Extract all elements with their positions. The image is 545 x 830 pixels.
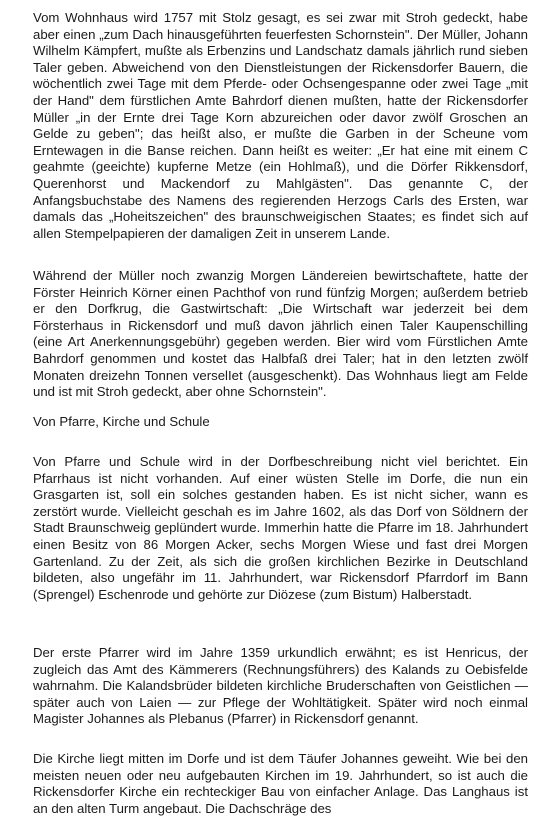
paragraph-pfarre: Von Pfarre und Schule wird in der Dorfbeschreibung nicht viel berichtet. Ein Pfarrhaus ist nicht vorhanden. Auf einer wüsten Stelle im Dorfe, die nun ein Grasgarten ist, soll ein solches gestanden haben. Es ist nicht sicher, wann es zerstört wurde. Vielleicht geschah es im Jahre 1602, als das Dorf von Söldnern der Stadt Braunschweig geplündert wurde. Immerhin hatte die Pfarre im 18. Jahrhundert einen Besitz von 86 Morgen Acker, sechs Morgen Wiese und fast drei Morgen Gartenland. Zu der Zeit, als sich die großen kirchlichen Bezirke in Deutschland bildeten, also ungefähr im 11. Jahrhundert, war Rickensdorf Pfarrdorf im Bann (Sprengel) Eschenrode und gehörte zur Diözese (zum Bistum) Halberstadt.: [33, 454, 528, 602]
paragraph-kirche: Die Kirche liegt mitten im Dorfe und ist dem Täufer Johannes geweiht. Wie bei den meisten neuen oder neu aufgebauten Kirchen im 19. Jahrhundert, so ist auch die Rickensdorfer Kirche ein rechteckiger Bau von einfacher Anlage. Das Langhaus ist an den alten Turm angebaut. Die Dachschräge des: [33, 751, 528, 816]
paragraph-pfarrer: Der erste Pfarrer wird im Jahre 1359 urkundlich erwähnt; es ist Henricus, der zugleich das Amt des Kämmerers (Rechnungsführers) des Kalands zu Oebisfelde wahrnahm. Die Kalandsbrüder bildeten kirchliche Bruderschaften von Geistlichen — später auch von Laien — zur Pflege der Wohltätigkeit. Später wird noch einmal Magister Johannes als Plebanus (Pfarrer) in Rickensdorf genannt.: [33, 645, 528, 727]
paragraph-wohnhaus: Vom Wohnhaus wird 1757 mit Stolz gesagt, es sei zwar mit Stroh gedeckt, habe aber einen „zum Dach hinausgeführten feuerfesten Schornstein". Der Müller, Johann Wilhelm Kämpfert, mußte als Erbenzins und Landschatz damals jährlich rund sieben Taler geben. Abweichend von den Dienstleistungen der Rickensdorfer Bauern, die wöchentlich zwei Tage mit dem Pferde- oder Ochsengespanne oder zwei Tage „mit der Hand" dem fürstlichen Amte Bahrdorf dienen mußten, hatte der Rickensdorfer Müller „in der Ernte drei Tage Korn abzureichen oder davor zwölf Groschen an Gelde zu geben"; das heißt also, er mußte die Garben in der Scheune vom Erntewagen in die Banse reichen. Dann heißt es weiter: „Er hat eine mit einem C geahmte (geeichte) kupferne Metze (ein Hohlmaß), und die Dörfer Rikkensdorf, Querenhorst und Mackendorf zu Mahlgästen". Das genannte C, der Anfangsbuchstabe des Namens des regierenden Herzogs Carls des Ersten, war damals das „Hoheitszeichen" des braunschweigischen Staates; es findet sich auf allen Stempelpapieren der damaligen Zeit in unserem Lande.: [33, 10, 528, 241]
paragraph-foerster: Während der Müller noch zwanzig Morgen Ländereien bewirtschaftete, hatte der Förster Heinrich Körner einen Pachthof von rund fünfzig Morgen; außerdem betrieb er den Dorfkrug, die Gastwirtschaft: „Die Wirtschaft war jederzeit bei dem Försterhaus in Rickensdorf und muß davon jährlich einen Taler Kaupenschilling (eine Art Anerkennungsgebühr) gegeben werden. Bier wird vom Fürstlichen Amte Bahrdorf genommen und kostet das Halbfaß drei Taler; hat in den letzten zwölf Monaten dreizehn Tonnen verselIet (ausgeschenkt). Das Wohnhaus liegt am Felde und ist mit Stroh gedeckt, aber ohne Schornstein".: [33, 268, 528, 400]
section-heading: Von Pfarre, Kirche und Schule: [33, 414, 210, 429]
